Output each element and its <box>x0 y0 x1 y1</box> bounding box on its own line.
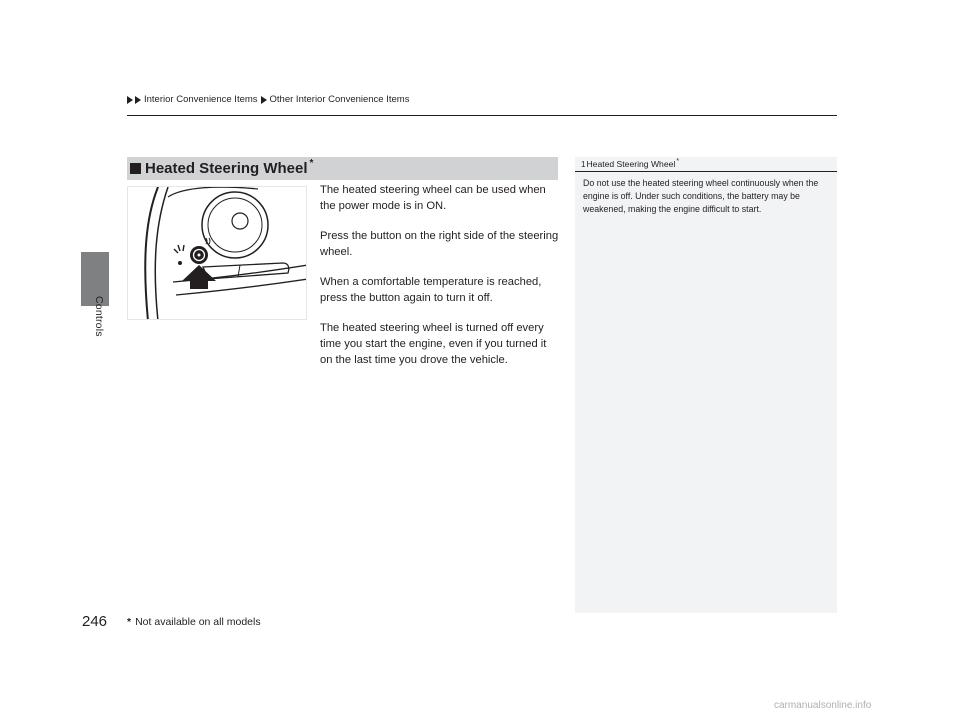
body-paragraph: When a comfortable temperature is reached, press the button again to turn it off. <box>320 276 542 304</box>
breadcrumb <box>127 94 409 105</box>
steering-wheel-illustration <box>127 186 307 320</box>
side-note-asterisk: * <box>676 157 680 165</box>
footnote <box>127 616 261 628</box>
sidebar-section-label: Controls <box>93 296 105 337</box>
breadcrumb-arrow-icon <box>261 96 267 104</box>
section-title: Heated Steering Wheel <box>145 160 308 177</box>
footnote-text: Not available on all models <box>135 616 261 628</box>
header-rule <box>127 115 837 116</box>
breadcrumb-arrow-icon <box>127 96 133 104</box>
heated-steering-wheel-button-icon <box>190 238 210 264</box>
side-note-number: 1 <box>581 159 586 169</box>
footnote-asterisk: * <box>127 616 132 628</box>
breadcrumb-item[interactable]: Interior Convenience Items <box>144 94 258 105</box>
side-note-panel <box>575 157 837 613</box>
body-paragraph: The heated steering wheel can be used when the power mode is in ON. <box>320 184 546 212</box>
body-text <box>320 182 560 382</box>
page-number: 246 <box>82 613 108 630</box>
section-asterisk: * <box>309 158 314 169</box>
side-note-title[interactable]: Heated Steering Wheel <box>586 159 676 169</box>
square-bullet-icon <box>130 163 141 174</box>
body-paragraph: Press the button on the right side of the steering wheel. <box>320 230 559 258</box>
watermark: carmanualsonline.info <box>774 700 872 711</box>
side-note-header <box>575 157 837 172</box>
side-note-text: Do not use the heated steering wheel continuously when the engine is off. Under such conditions, the battery may be weakened, making the engine difficult to start. <box>583 178 819 214</box>
steering-wheel-drawing <box>128 187 307 320</box>
body-paragraph: The heated steering wheel is turned off every time you start the engine, even if you turned it on the last time you drove the vehicle. <box>320 322 547 366</box>
breadcrumb-item[interactable]: Other Interior Convenience Items <box>269 94 410 105</box>
section-header <box>127 157 558 180</box>
breadcrumb-arrow-icon <box>135 96 141 104</box>
